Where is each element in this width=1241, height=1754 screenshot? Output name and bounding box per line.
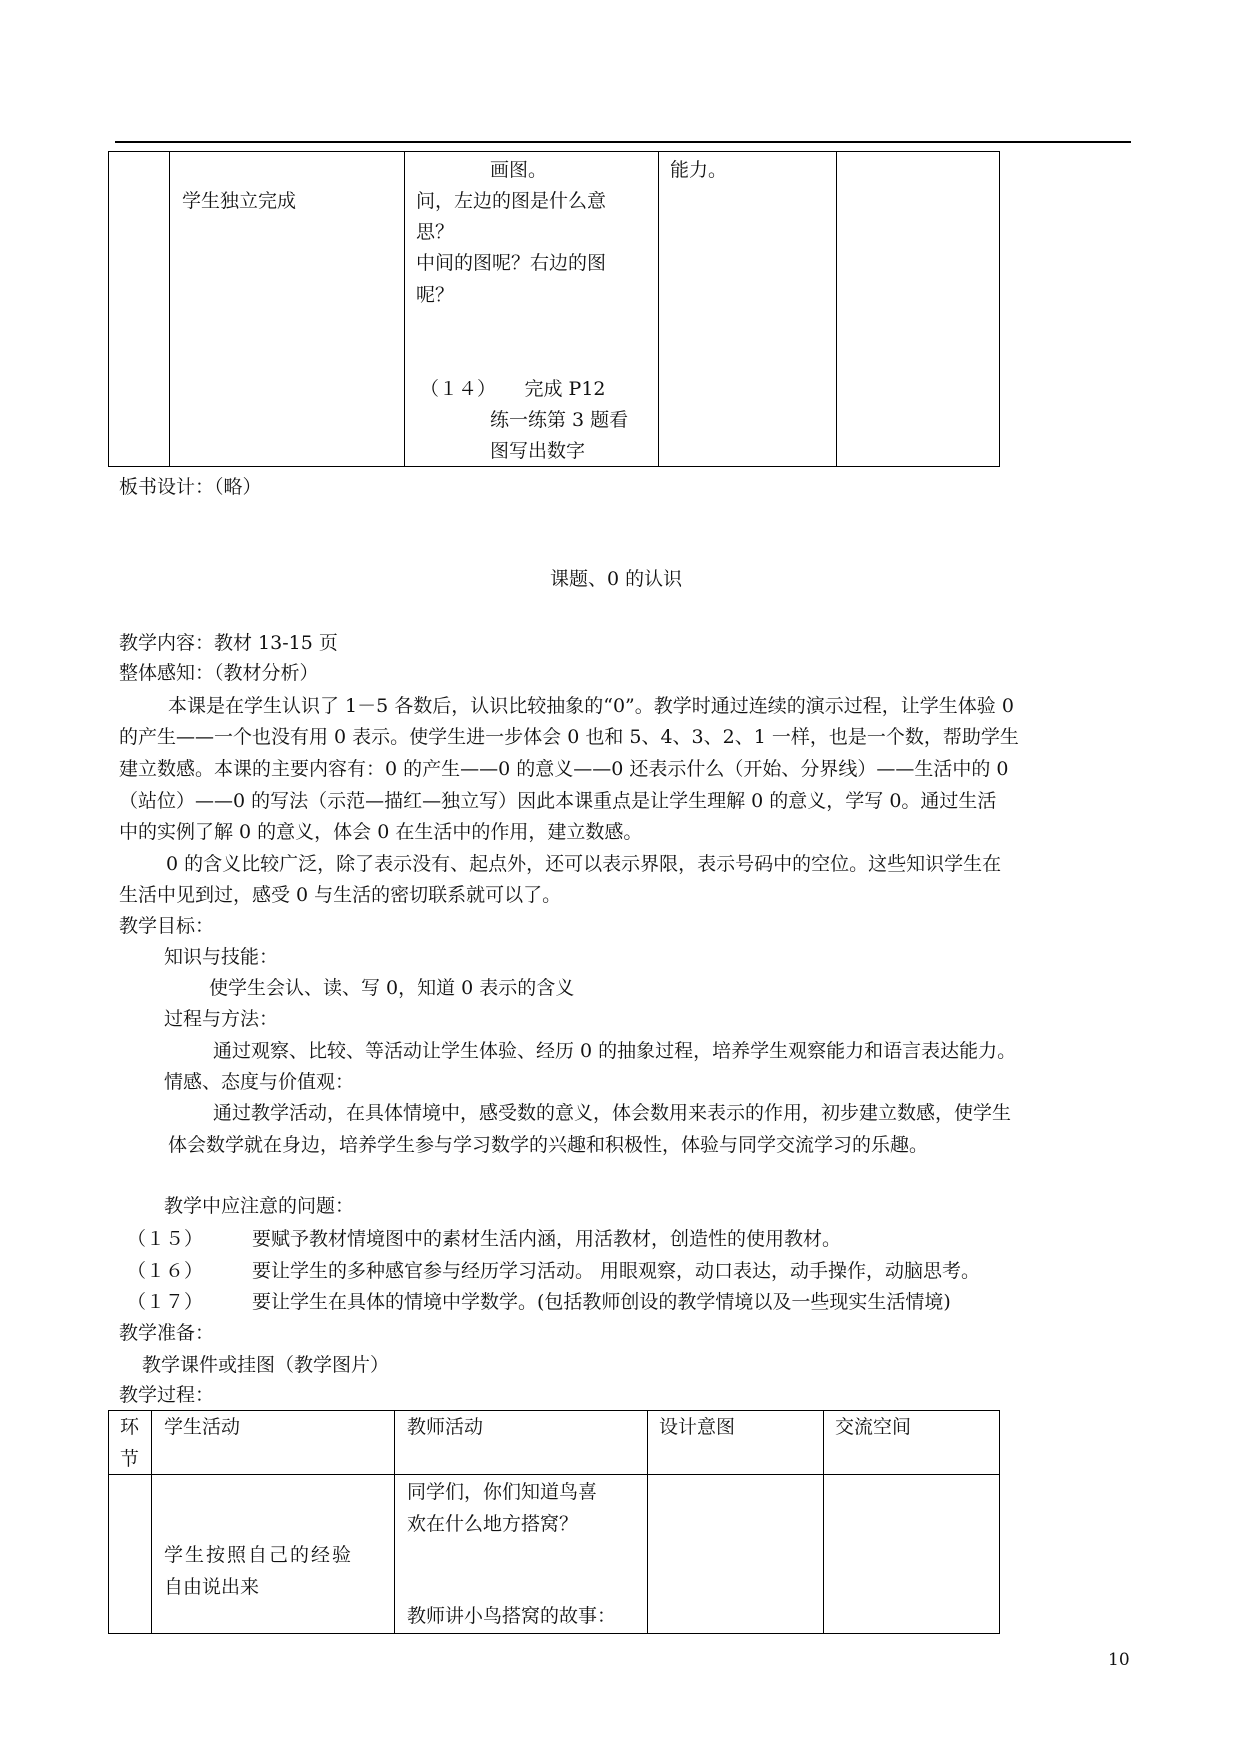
top-table-student-activity: 学生独立完成 [182, 190, 297, 212]
process-method-text: 通过观察、比较、等活动让学生体验、经历 0 的抽象过程，培养学生观察能力和语言表达能力。 [213, 1040, 1017, 1062]
prep-heading: 教学准备： [119, 1322, 215, 1344]
top-table-teacher-line-5: 呢？ [416, 284, 455, 306]
emotion-heading: 情感、态度与价值观： [164, 1071, 355, 1093]
top-table-teacher-line-8: 图写出数字 [490, 440, 586, 462]
teacher-activity-line-2: 欢在什么地方搭窝？ [407, 1513, 579, 1535]
note-number: （１６） [127, 1260, 204, 1282]
goals-heading: 教学目标： [119, 915, 215, 937]
process-heading: 教学过程： [119, 1384, 215, 1406]
note-number: （１７） [127, 1291, 204, 1313]
top-table-teacher-line-1: 画图。 [490, 159, 548, 181]
top-table-design-intent: 能力。 [670, 159, 728, 181]
top-table-teacher-line-2: 问，左边的图是什么意 [416, 190, 607, 212]
teaching-content: 教学内容：教材 13-15 页 [119, 632, 338, 654]
lesson-title: 课题、0 的认识 [550, 568, 683, 590]
header-huanjie-1: 环 [120, 1416, 140, 1438]
page-number: 10 [1108, 1650, 1130, 1670]
top-table-teacher-line-6: （１４） 完成 P12 [420, 378, 606, 400]
overall-perception: 整体感知：（教材分析） [119, 662, 319, 684]
header-huanjie-2: 节 [120, 1448, 140, 1470]
note-text: 要赋予教材情境图中的素材生活内涵，用活教材，创造性的使用教材。 [252, 1228, 842, 1250]
note-number: （１５） [127, 1228, 204, 1250]
process-method-heading: 过程与方法： [164, 1008, 279, 1030]
student-activity-line-1: 学生按照自己的经验 [164, 1544, 354, 1566]
emotion-text-line-1: 通过教学活动，在具体情境中，感受数的意义，体会数用来表示的作用，初步建立数感，使学生 [213, 1102, 1012, 1124]
student-activity-line-2: 自由说出来 [164, 1576, 260, 1598]
header-student-activity: 学生活动 [164, 1416, 241, 1438]
header-design-intent: 设计意图 [659, 1416, 736, 1438]
emotion-text-line-2: 体会数学就在身边，培养学生参与学习数学的兴趣和积极性，体验与同学交流学习的乐趣。 [168, 1134, 929, 1156]
knowledge-text: 使学生会认、读、写 0，知道 0 表示的含义 [209, 977, 575, 999]
note-text: 要让学生的多种感官参与经历学习活动。 用眼观察，动口表达，动手操作，动脑思考。 [252, 1260, 981, 1282]
top-table-teacher-line-4: 中间的图呢？右边的图 [416, 252, 607, 274]
top-table-teacher-line-7: 练一练第 3 题看 [490, 409, 629, 431]
board-design: 板书设计：（略） [119, 476, 262, 498]
note-text: 要让学生在具体的情境中学数学。(包括教师创设的教学情境以及一些现实生活情境) [252, 1291, 951, 1313]
top-table-teacher-line-3: 思？ [416, 221, 455, 243]
prep-text: 教学课件或挂图（教学图片） [142, 1354, 390, 1376]
header-rule [115, 141, 1131, 143]
notes-heading: 教学中应注意的问题： [164, 1195, 355, 1217]
teacher-activity-line-3: 教师讲小鸟搭窝的故事： [407, 1605, 617, 1627]
header-exchange-space: 交流空间 [835, 1416, 912, 1438]
teacher-activity-line-1: 同学们，你们知道鸟喜 [407, 1481, 598, 1503]
header-teacher-activity: 教师活动 [407, 1416, 484, 1438]
knowledge-heading: 知识与技能： [164, 946, 279, 968]
